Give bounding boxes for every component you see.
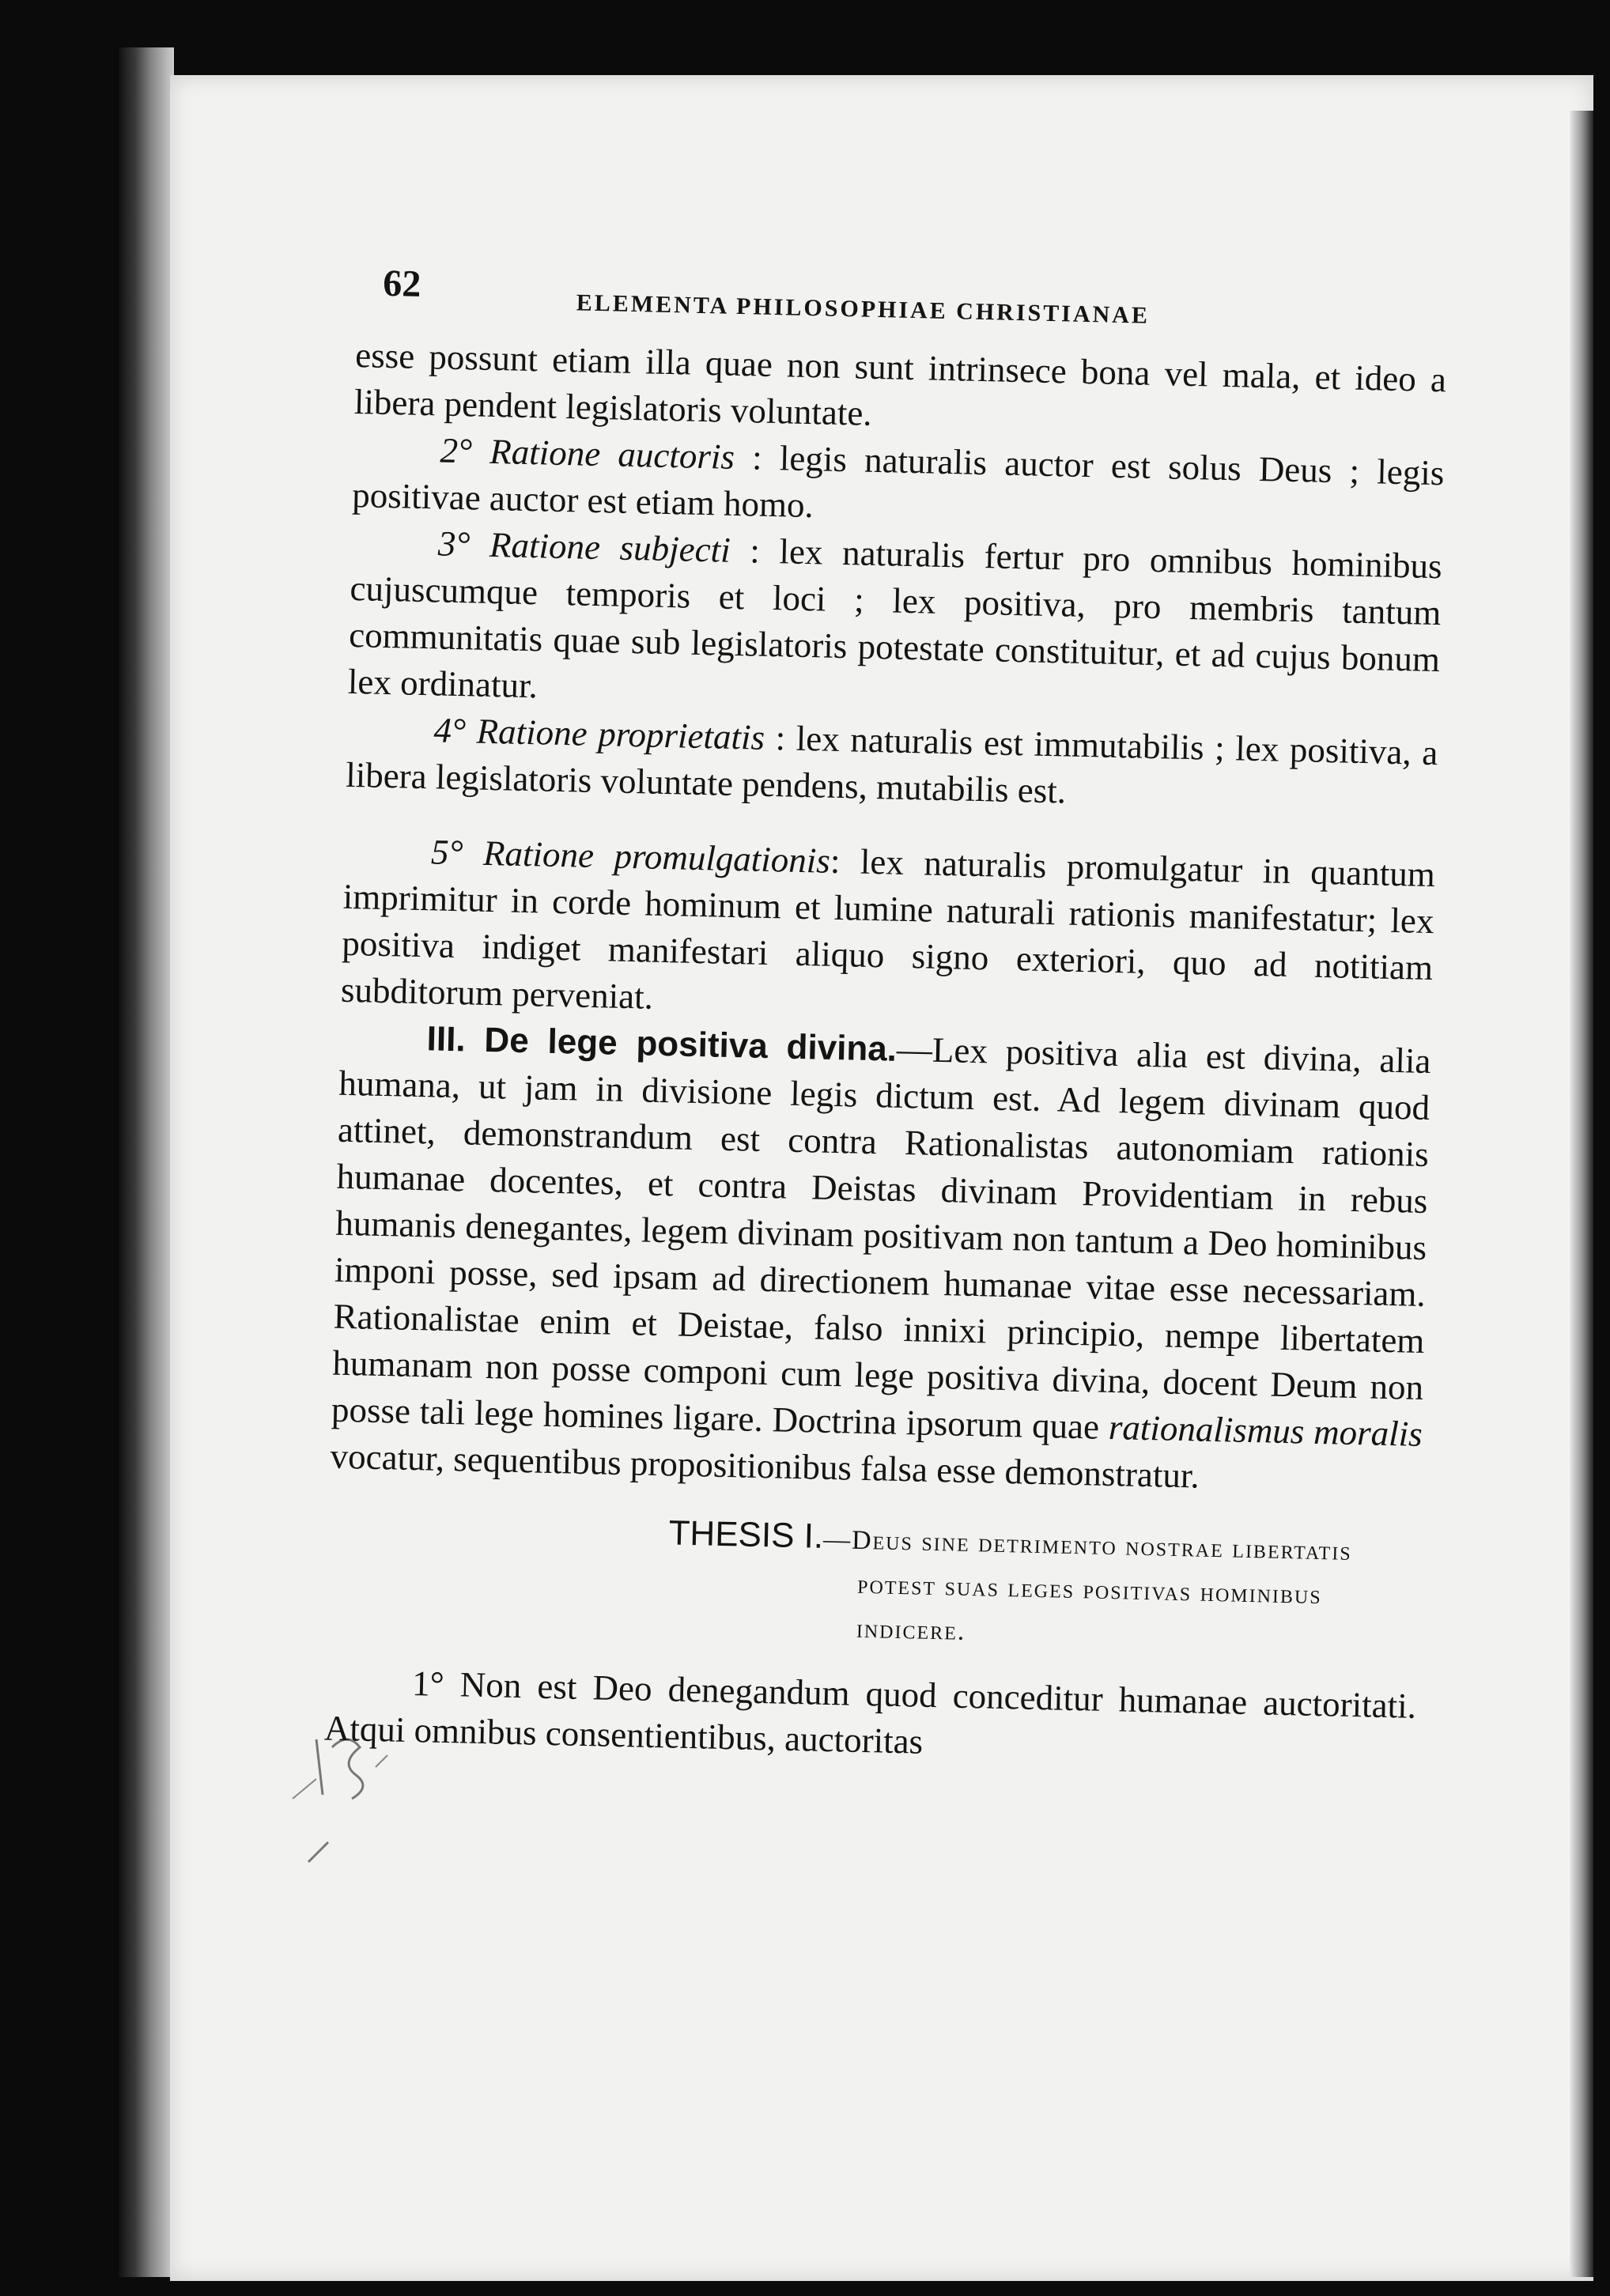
paragraph-text: : lex naturalis fertur pro omnibus hominibus cujuscumque temporis et loci ; lex positiva, pro membris tantum communitatis quae sub legislatoris potestate constituitur, et ad cujus bonum lex ordinatur. [347, 530, 1443, 706]
paragraph-label: 4° Ratione proprietatis [433, 710, 765, 757]
section-de-lege-positiva-divina [330, 1014, 1431, 1505]
paragraph-continuation: esse possunt etiam illa quae non sunt intrinsece bona vel mala, et ideo a libera pendent legislatoris voluntate. [353, 334, 1447, 433]
section-text-1: —Lex positiva alia est divina, alia humana, ut jam in divisione legis dictum est. Ad legem divinam quod attinet, demonstrandum est contra Rationalistas autonomiam rationis humanae docentes, et contra Deistas divinam Providentiam in rebus humanis denegantes, legem divinam positivam non tantum a Deo hominibus imponi posse, sed ipsam ad directionem humanae vitae esse necessariam. Rationalistae enim et Deistae, falso innixi principio, nempe libertatem humanam non posse componi cum lege positiva divina, docent Deum non posse tali lege homines ligare. Doctrina ipsorum quae [331, 1029, 1431, 1447]
section-text-2: vocatur, sequentibus propositionibus falsa esse demonstratur. [330, 1436, 1200, 1496]
page-number: 62 [382, 262, 421, 305]
paragraph-label: 2° Ratione auctoris [440, 430, 735, 477]
paragraph-text: : lex naturalis est immutabilis ; lex positiva, a libera legislatoris voluntate pendens, mutabilis est. [345, 717, 1438, 811]
page-content [323, 261, 1447, 1762]
thesis-label: THESIS I. [668, 1513, 824, 1556]
paragraph-label: 3° Ratione subjecti [437, 523, 731, 570]
body-text [323, 332, 1446, 1777]
section-heading: III. De lege positiva divina. [426, 1019, 898, 1069]
section-italic-term: rationalismus moralis [1108, 1407, 1423, 1454]
paragraph-text: : legis naturalis auctor est solus Deus ; legis positivae auctor est etiam homo. [351, 436, 1445, 526]
paragraph-text: : lex naturalis promulgatur in quantum imprimitur in corde hominum et lumine naturali rationis manifestatur; lex positiva indiget manifestari aliquo signo exteriori, quo ad notitiam subditorum perveniat. [340, 840, 1436, 1017]
book-binding [119, 47, 174, 2277]
page-edge [1570, 111, 1593, 2277]
thesis-statement [516, 1508, 1420, 1664]
paragraph-ratione-subjecti [347, 519, 1442, 730]
paragraph-label: 5° Ratione promulgationis [430, 832, 831, 881]
thesis-text: —Deus sine detrimento nostrae libertatis potest suas leges positivas hominibus indicere. [822, 1524, 1353, 1646]
running-title: ELEMENTA PHILOSOPHIAE CHRISTIANAE [576, 289, 1151, 329]
paragraph-first-argument: 1° Non est Deo denegandum quod conceditur humanae auctoritati. Atqui omnibus consentientibus, auctoritas [323, 1663, 1417, 1762]
paragraph-ratione-promulgationis [340, 827, 1435, 1038]
